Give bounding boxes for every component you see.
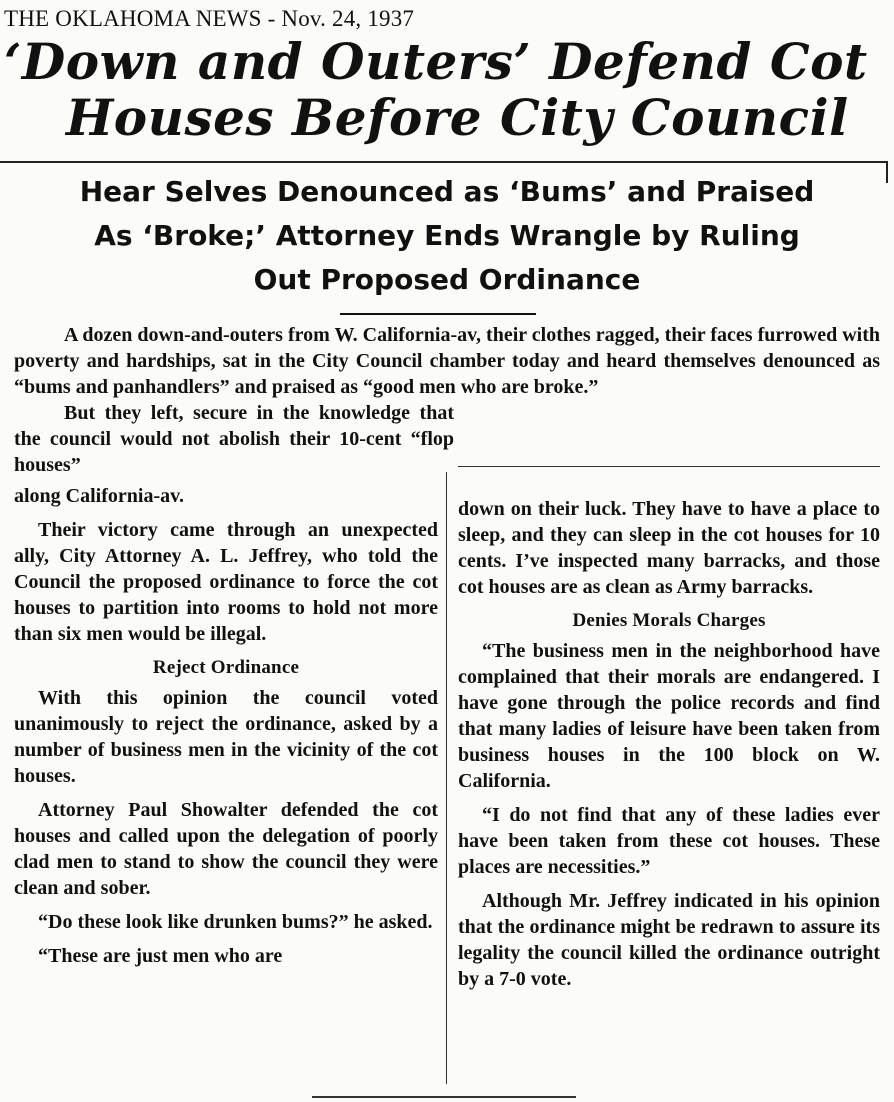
deck-line-3: Out Proposed Ordinance (253, 263, 641, 296)
body-paragraph: Attorney Paul Showalter defended the cot houses and called upon the delegation of poorly clad men to stand to show the council they were clean and sober. (14, 799, 438, 899)
deck-divider (340, 313, 536, 315)
headline-line-2: Houses Before City Council (66, 88, 849, 147)
lead-paragraphs (14, 322, 880, 478)
body-paragraph: With this opinion the council voted unanimously to reject the ordinance, asked by a number of business men in the vicinity of the cot houses. (14, 687, 438, 787)
left-column (14, 483, 438, 977)
body-paragraph: “These are just men who are (38, 945, 283, 967)
column-cut-rule (458, 466, 880, 467)
right-column (458, 496, 880, 1000)
section-subhead: Denies Morals Charges (572, 610, 766, 631)
continued-text: along California-av. (14, 485, 185, 507)
column-divider (446, 472, 447, 1084)
body-paragraph: Their victory came through an unexpected ally, City Attorney A. L. Jeffrey, who told the Council the proposed ordinance to force the cot houses to partition into rooms to hold not more than six men would be illegal. (14, 519, 438, 645)
body-paragraph: “Do these look like drunken bums?” he asked. (38, 911, 433, 933)
deck-line-2: As ‘Broke;’ Attorney Ends Wrangle by Ruling (94, 219, 800, 252)
continued-text: down on their luck. They have to have a place to sleep, and they can sleep in the cot houses for 10 cents. I’ve inspected many barracks, and those cot houses are as clean as Army barracks. (458, 498, 880, 598)
body-paragraph: “The business men in the neighborhood have complained that their morals are endangered. I have gone through the police records and find that many ladies of leisure have been taken from business houses in the 100 block on W. California. (458, 640, 880, 792)
deck-line-1: Hear Selves Denounced as ‘Bums’ and Praised (79, 175, 815, 208)
lead-paragraph-1: A dozen down-and-outers from W. California-av, their clothes ragged, their faces furrowed with poverty and hardships, sat in the City Council chamber today and heard themselves denounced as “bums and panhandlers” and praised as “good men who are broke.” (14, 324, 880, 398)
masthead: THE OKLAHOMA NEWS - Nov. 24, 1937 (4, 6, 415, 31)
headline (4, 34, 886, 146)
headline-rule (0, 161, 888, 163)
bottom-rule (312, 1096, 576, 1098)
section-subhead: Reject Ordinance (152, 657, 300, 678)
body-paragraph: Although Mr. Jeffrey indicated in his opinion that the ordinance might be redrawn to assure its legality the council killed the ordinance outright by a 7-0 vote. (458, 890, 880, 990)
body-paragraph: “I do not find that any of these ladies ever have been taken from these cot houses. These places are necessities.” (458, 804, 880, 878)
subheadline-deck (0, 170, 894, 302)
lead-paragraph-2: But they left, secure in the knowledge that the council would not abolish their 10-cent “flop houses” (14, 402, 454, 476)
headline-line-1: ‘Down and Outers’ Defend Cot (4, 32, 868, 91)
